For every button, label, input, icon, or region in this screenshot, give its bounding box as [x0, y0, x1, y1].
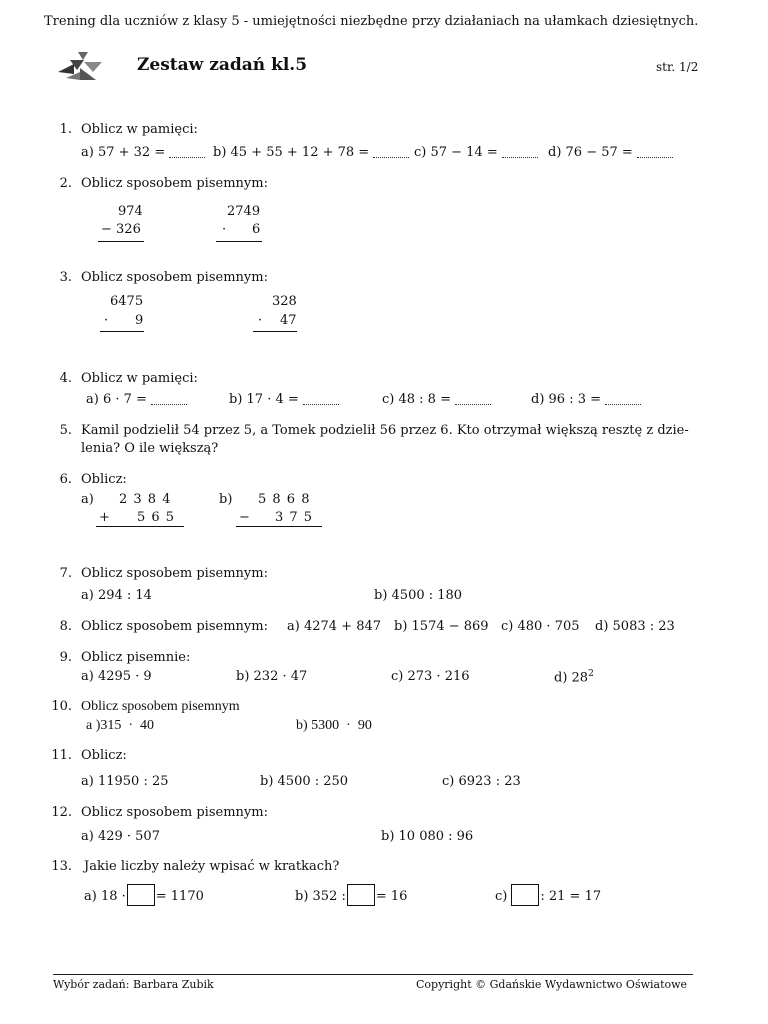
answer-blank: [151, 404, 187, 405]
task-item-b: [295, 884, 407, 906]
answer-blank: [169, 157, 205, 158]
task-item-b: b) 232 · 47: [236, 669, 308, 684]
column-top-number: 328: [272, 294, 297, 309]
column-underline: [216, 241, 262, 242]
column-underline: [98, 241, 144, 242]
item-text: = 16: [375, 889, 408, 904]
task-item-a: a) 294 : 14: [81, 588, 152, 603]
answer-box[interactable]: [511, 884, 539, 906]
item-text: d) 96 : 3 =: [531, 392, 602, 407]
answer-blank: [373, 157, 409, 158]
task-number: 4.: [59, 371, 72, 386]
task-number: 10.: [51, 699, 72, 714]
task-item-b: b) 5300 · 90: [296, 718, 372, 733]
task-prompt: Oblicz:: [81, 748, 127, 763]
column-underline: [100, 331, 144, 332]
item-text: a) 57 + 32 =: [81, 145, 166, 160]
task-prompt: Oblicz w pamięci:: [81, 122, 198, 137]
footer-copyright: Copyright © Gdańskie Wydawnictwo Oświatowe: [416, 978, 688, 991]
item-text: c) 57 − 14 =: [414, 145, 498, 160]
task-item-b: b) 10 080 : 96: [381, 829, 474, 844]
column-top-number: 2749: [227, 204, 261, 219]
task-number: 7.: [59, 566, 72, 581]
item-label: a): [81, 492, 94, 507]
column-underline: [236, 526, 322, 527]
task-item-d: [531, 392, 641, 407]
column-underline: [253, 331, 297, 332]
task-number: 8.: [59, 619, 72, 634]
column-top-number: 5 8 6 8: [258, 492, 310, 507]
item-text: c) 48 : 8 =: [382, 392, 451, 407]
task-item-d: [548, 145, 673, 160]
page-number: str. 1/2: [656, 60, 699, 74]
task-item-d: d) 5083 : 23: [595, 619, 675, 634]
column-top-number: 2 3 8 4: [119, 492, 171, 507]
task-item-a: [81, 145, 205, 160]
task-number: 13.: [51, 859, 72, 874]
task-item-c: [382, 392, 491, 407]
answer-box[interactable]: [127, 884, 155, 906]
task-item-b: b) 4500 : 180: [374, 588, 463, 603]
answer-blank: [455, 404, 491, 405]
document-header-line: Trening dla uczniów z klasy 5 - umiejętności niezbędne przy działaniach na ułamkach dziesiętnych.: [44, 14, 699, 29]
answer-box[interactable]: [347, 884, 375, 906]
task-number: 11.: [51, 748, 72, 763]
task-item-a: a) 4274 + 847: [287, 619, 382, 634]
task-prompt: Oblicz sposobem pisemnym: [81, 699, 240, 714]
answer-blank: [637, 157, 673, 158]
operator-sign: ·: [104, 313, 109, 328]
task-item-b: b) 4500 : 250: [260, 774, 349, 789]
task-prompt: Oblicz sposobem pisemnym:: [81, 619, 268, 634]
task-item-a: [84, 884, 204, 906]
task-item-c: [495, 884, 601, 906]
publisher-logo: [56, 50, 106, 82]
item-text: a) 18 ·: [84, 889, 126, 904]
task-number: 5.: [59, 423, 72, 438]
task-item-a: [86, 392, 187, 407]
item-text: d) 76 − 57 =: [548, 145, 633, 160]
task-number: 1.: [59, 122, 72, 137]
task-prompt: Oblicz:: [81, 472, 127, 487]
page-title: Zestaw zadań kl.5: [137, 55, 308, 75]
task-item-a: a) 11950 : 25: [81, 774, 169, 789]
footer-divider: [53, 974, 693, 975]
task-item-a: a) 4295 · 9: [81, 669, 152, 684]
operator-sign: −: [239, 510, 250, 525]
operator-sign: ·: [222, 222, 227, 237]
task-text-line: lenia? O ile większą?: [81, 441, 219, 456]
item-text: c): [495, 889, 508, 904]
item-base: d) 28: [554, 670, 589, 686]
task-item-d: [554, 669, 594, 685]
item-text: b) 17 · 4 =: [229, 392, 299, 407]
column-bottom-number: 6: [252, 222, 261, 237]
operator-sign: +: [99, 510, 110, 525]
task-item-c: [414, 145, 538, 160]
footer-author: Wybór zadań: Barbara Zubik: [53, 978, 214, 991]
operator-sign: ·: [258, 313, 263, 328]
task-item-b: [229, 392, 339, 407]
task-prompt: Oblicz sposobem pisemnym:: [81, 176, 268, 191]
column-bottom-number: 3 7 5: [275, 510, 313, 525]
column-underline: [96, 526, 184, 527]
task-item-a: a )315 · 40: [86, 718, 155, 733]
item-exponent: 2: [588, 669, 594, 679]
task-number: 2.: [59, 176, 72, 191]
task-prompt: Jakie liczby należy wpisać w kratkach?: [84, 859, 340, 874]
task-prompt: Oblicz w pamięci:: [81, 371, 198, 386]
task-item-c: c) 480 · 705: [501, 619, 580, 634]
column-bottom-number: − 326: [101, 222, 141, 237]
task-number: 3.: [59, 270, 72, 285]
item-text: : 21 = 17: [540, 889, 602, 904]
column-bottom-number: 5 6 5: [137, 510, 175, 525]
task-number: 12.: [51, 805, 72, 820]
task-item-a: a) 429 · 507: [81, 829, 160, 844]
task-prompt: Oblicz pisemnie:: [81, 650, 191, 665]
column-bottom-number: 47: [280, 313, 297, 328]
task-item-b: b) 1574 − 869: [394, 619, 489, 634]
task-prompt: Oblicz sposobem pisemnym:: [81, 270, 268, 285]
task-item-c: c) 6923 : 23: [442, 774, 521, 789]
item-text: b) 45 + 55 + 12 + 78 =: [213, 145, 370, 160]
answer-blank: [303, 404, 339, 405]
column-bottom-number: 9: [135, 313, 144, 328]
task-number: 6.: [59, 472, 72, 487]
item-text: a) 6 · 7 =: [86, 392, 147, 407]
item-text: b) 352 :: [295, 889, 346, 904]
task-item-b: [213, 145, 409, 160]
task-item-c: c) 273 · 216: [391, 669, 470, 684]
answer-blank: [502, 157, 538, 158]
task-prompt: Oblicz sposobem pisemnym:: [81, 805, 268, 820]
task-number: 9.: [59, 650, 72, 665]
item-label: b): [219, 492, 233, 507]
item-text: = 1170: [155, 889, 204, 904]
column-top-number: 974: [118, 204, 143, 219]
column-top-number: 6475: [110, 294, 144, 309]
answer-blank: [605, 404, 641, 405]
task-text-line: Kamil podzielił 54 przez 5, a Tomek podzielił 56 przez 6. Kto otrzymał większą resztę z dzie-: [81, 423, 689, 438]
task-prompt: Oblicz sposobem pisemnym:: [81, 566, 268, 581]
